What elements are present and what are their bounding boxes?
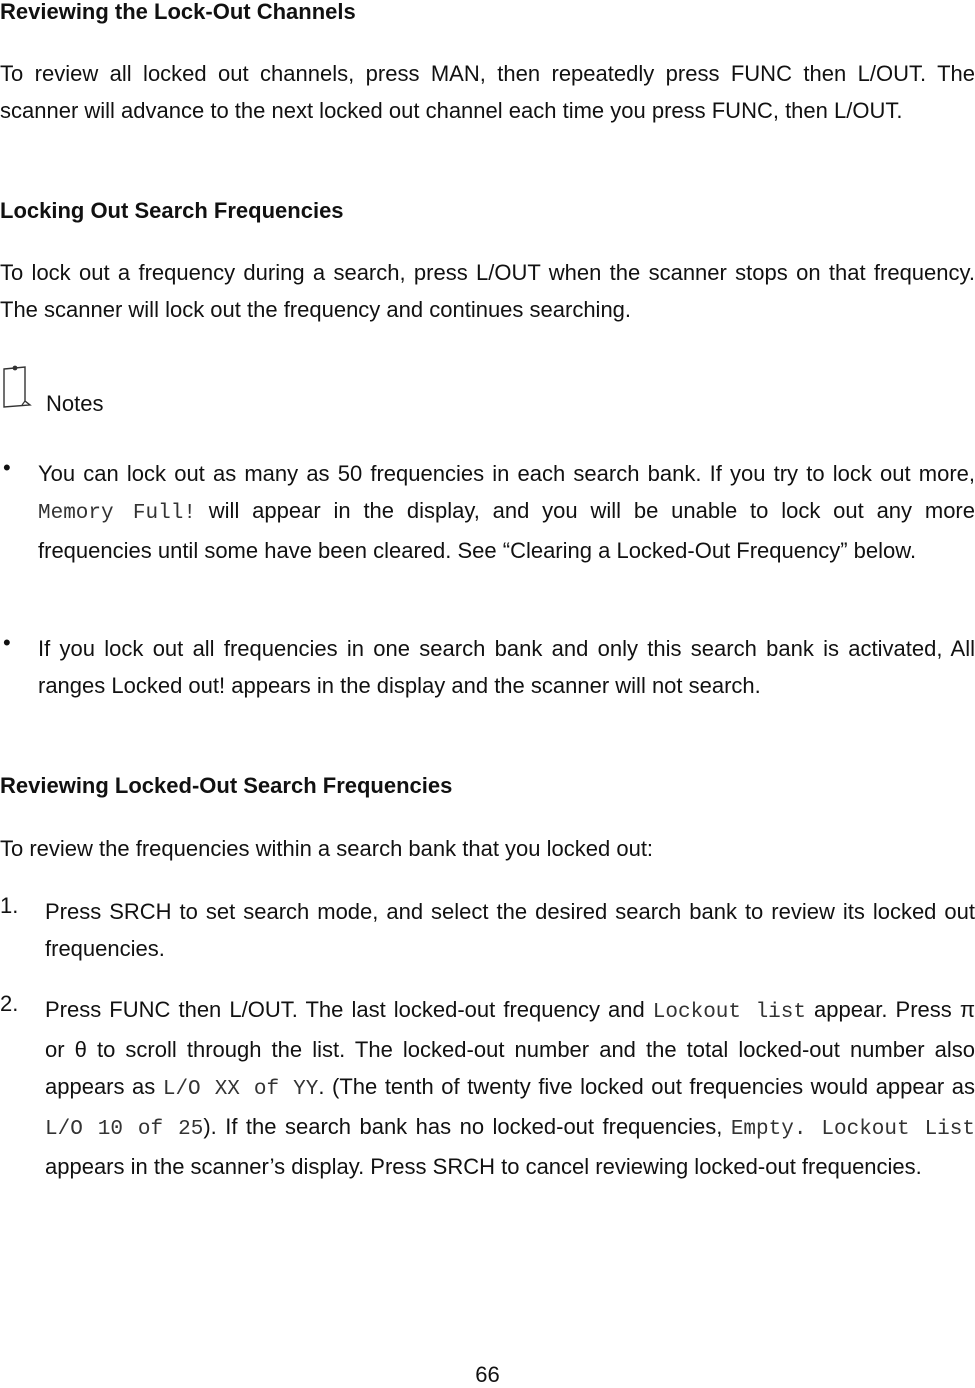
display-text-empty-lockout-list: Empty. Lockout List bbox=[730, 1118, 975, 1141]
page-number: 66 bbox=[475, 1362, 500, 1387]
bullet-item-lock-limit bbox=[0, 455, 975, 605]
step-2 bbox=[0, 991, 975, 1221]
notes-icon bbox=[1, 363, 33, 411]
paragraph-lock-out-frequency: To lock out a frequency during a search, press L/OUT when the scanner stops on that frequency. The scanner will lock out the frequency and continues searching. bbox=[0, 260, 975, 322]
step-text: Press SRCH to set search mode, and select the desired search bank to review its locked out frequencies. bbox=[45, 899, 975, 961]
display-text-memory-full: Memory Full! bbox=[38, 502, 196, 525]
bullet-item-all-locked bbox=[0, 630, 975, 745]
step-1 bbox=[0, 893, 975, 973]
bullet-text: If you lock out all frequencies in one search bank and only this search bank is activated, All ranges Locked out! appears in the display and the scanner will not search. bbox=[38, 636, 975, 698]
step-number: 2. bbox=[0, 991, 19, 1016]
paragraph-review-intro: To review the frequencies within a search bank that you locked out: bbox=[0, 836, 654, 861]
bullet-marker: • bbox=[3, 455, 11, 480]
display-text-lo-xx-of-yy: L/O XX of YY bbox=[162, 1078, 319, 1101]
paragraph-review-channels: To review all locked out channels, press MAN, then repeatedly press FUNC then L/OUT. The scanner will advance to the next locked out channel each time you press FUNC, then L/OUT. bbox=[0, 61, 975, 123]
step-text: Press FUNC then L/OUT. The last locked-out frequency and Lockout list appear. Press π or θ to scroll through the list. The locked-out number and the total locked-out number also appears as L/O XX of YY. (The tenth of twenty five locked out frequencies would appear as L/O 10 of 25). If the search bank has no locked-out frequencies, Empty. Lockout List appears in the scanner’s display. Press SRCH to cancel reviewing locked-out frequencies. bbox=[45, 997, 975, 1179]
heading-reviewing-lock-out-channels: Reviewing the Lock-Out Channels bbox=[0, 0, 356, 24]
heading-reviewing-locked-out-search-frequencies: Reviewing Locked-Out Search Frequencies bbox=[0, 773, 453, 798]
heading-locking-out-search-frequencies: Locking Out Search Frequencies bbox=[0, 198, 344, 223]
display-text-lo-10-of-25: L/O 10 of 25 bbox=[45, 1118, 204, 1141]
bullet-text: You can lock out as many as 50 frequencies in each search bank. If you try to lock out more, Memory Full! will appear in the display, and you will be unable to lock out any more frequencies until some have been cleared. See “Clearing a Locked-Out Frequency” below. bbox=[38, 461, 975, 563]
display-text-lockout-list: Lockout list bbox=[652, 1001, 806, 1024]
step-number: 1. bbox=[0, 893, 19, 918]
notes-label: Notes bbox=[46, 391, 104, 416]
bullet-marker: • bbox=[3, 630, 11, 655]
